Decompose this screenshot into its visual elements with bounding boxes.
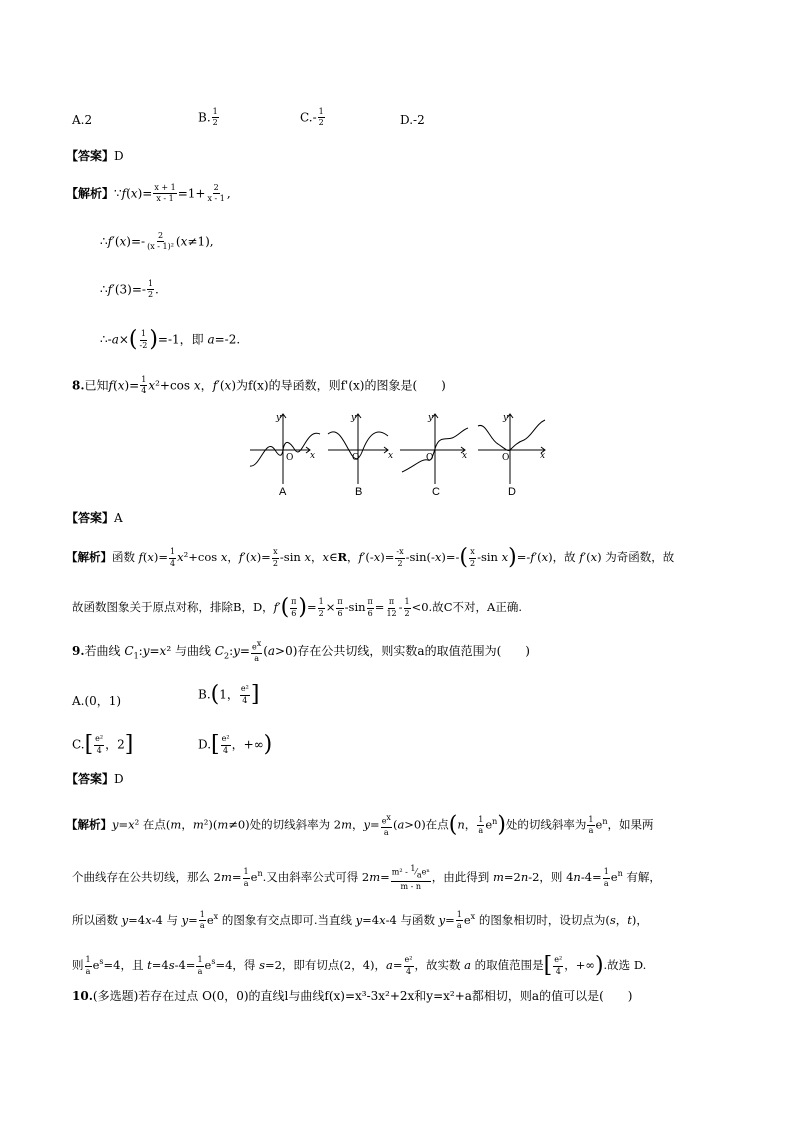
svg-text:y: y <box>276 413 282 423</box>
graph-a <box>250 414 320 484</box>
svg-text:O: O <box>502 453 510 463</box>
svg-text:O: O <box>286 453 294 463</box>
q9-stem: 9.若曲线 $C_1:y=x^2$ 与曲线 $C_2:y=$ $\frac{e^x}{a}$ (a>0)存在公共切线，则实数a的取值范围为( ) <box>72 639 530 664</box>
q7-option-a: A.2 <box>72 113 93 127</box>
q8-analysis-line1: 【解析】函数 f(x)= $\frac{1}{4}$ x²+cos x，f′(x)= $\frac{x}{2}$ -sin x，x∈R，f′(-x)= $\frac{-x}{2}$ -sin(-x)=-( $\frac{x}{2}$ -sin x)=-f′(x)，故 f′(x) 为奇函数，故 <box>66 545 675 570</box>
svg-text:x: x <box>388 451 394 461</box>
q7-analysis-line4: ∴-a×( $\frac{1}{-2}$ )=-1，即 a=-2. <box>100 327 241 352</box>
graph-b <box>328 414 388 484</box>
q9-option-a: A.(0，1) <box>72 694 122 708</box>
q9-analysis-line1: 【解析】y=x² 在点(m，m²)(m≠0)处的切线斜率为 2m，y= $\frac{e^x}{a}$ (a>0)在点(n， $\frac{1}{a}$ $e^n$)处的切线斜率为 $\frac{1}{a}$ $e^n$，如果两 <box>66 812 654 838</box>
graph-label-d: D <box>508 486 516 498</box>
svg-text:y: y <box>428 413 434 423</box>
svg-text:O: O <box>352 453 360 463</box>
graph-d <box>478 414 545 484</box>
q9-option-c: C.[ $\frac{\text{e²}}{4}$ ，2] <box>72 732 134 757</box>
q8-graphs <box>240 406 550 490</box>
q7-answer: 【答案】D <box>66 149 124 163</box>
graph-label-b: B <box>355 486 363 498</box>
q9-analysis-line3: 所以函数 y=4x-4 与 y= $\frac{1}{a}$ $e^x$ 的图象有交点即可.当直线 y=4x-4 与函数 y= $\frac{1}{a}$ $e^x$ 的图象相切时，设切点为(s，t)， <box>72 910 648 931</box>
q10-stem: 10.(多选题)若存在过点 O(0，0)的直线l与曲线f(x)=x³-3x²+2x和y=x²+a都相切，则a的值可以是( ) <box>72 989 633 1003</box>
q9-option-d: D.[ $\frac{\text{e²}}{4}$ ，+∞) <box>198 732 273 757</box>
q8-stem: 8.已知f(x)= $\frac{1}{4}$ x²+cos x，f′(x)为f(x)的导函数，则f'(x)的图象是( ) <box>72 375 446 396</box>
svg-text:O: O <box>426 453 434 463</box>
q7-option-d: D.-2 <box>400 113 425 127</box>
svg-text:x: x <box>462 451 468 461</box>
q8-analysis-line2: 故函数图象关于原点对称，排除B，D，f′( $\frac{\pi}{6}$ )= $\frac{1}{2}$ × $\frac{\pi}{6}$ -sin $\frac{\pi}{6}$ = $\frac{\pi}{12}$ - $\frac{1}{2}$ <0.故C不对，A正确. <box>72 595 522 620</box>
q9-analysis-line2: 个曲线存在公共切线，那么 2m= $\frac{1}{a}$ $e^n$.又由斜率公式可得 2m= $m^2 - ^1⁄_ae^n$ m - n ，由此得到 m=2n-2，则 4n-4= $\frac{1}{a}$ $e^n$ 有解， <box>72 864 661 891</box>
graph-label-a: A <box>279 486 287 498</box>
q7-analysis-line2: ∴f′(x)=- $\frac{2}{\text{(x - 1)²}}$ (x≠1), <box>100 231 214 252</box>
q7-option-c: C.- $\frac{1}{2}$ <box>300 107 324 128</box>
q9-analysis-line4: 则 $\frac{1}{a}$ $e^s=4$，且 t=4s-4= $\frac{1}{a}$ $e^s=4$，得 s=2，即有切点(2，4)，a= $\frac{\text{e²}}{4}$ ，故实数 a 的取值范围是[ $\frac{\text{e²}}{4}$ ，+∞).故选 D. <box>72 953 647 978</box>
graph-label-c: C <box>432 486 440 498</box>
svg-text:y: y <box>503 413 509 423</box>
svg-text:x: x <box>540 451 546 461</box>
q7-analysis-line1: 【解析】∵f(x)= $\frac{x + 1}{x - 1}$ =1+ $\frac{2}{x - 1}$ , <box>66 183 231 204</box>
q7-option-b: B. $\frac{1}{2}$ <box>198 107 218 128</box>
q9-option-b: B.(1， $\frac{\text{e²}}{4}$ ] <box>198 682 260 707</box>
graph-c <box>400 414 468 484</box>
svg-text:y: y <box>351 413 357 423</box>
q8-answer: 【答案】A <box>66 511 123 525</box>
svg-text:x: x <box>310 451 316 461</box>
q7-analysis-line3: ∴f′(3)=- $\frac{1}{2}$ . <box>100 279 159 300</box>
q9-answer: 【答案】D <box>66 772 124 786</box>
